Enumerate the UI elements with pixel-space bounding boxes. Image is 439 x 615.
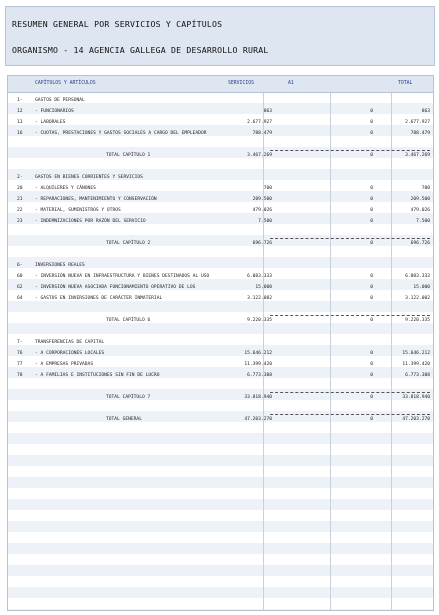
row-description: - LABORALES <box>35 120 66 125</box>
total-separator <box>270 414 430 415</box>
row-description: - A CORPORACIONES LOCALES <box>35 351 105 356</box>
row-code: 76 <box>17 351 23 356</box>
table-row <box>8 216 433 227</box>
header-total: TOTAL <box>398 81 413 86</box>
row-code: 2- <box>17 175 23 180</box>
row-zero-value: 0 <box>370 219 373 224</box>
row-a1-value: 15.646.212 <box>244 351 272 356</box>
row-code: 1- <box>17 98 23 103</box>
report-header <box>5 6 435 66</box>
row-code: 6- <box>17 263 23 268</box>
row-total-value: 15.000 <box>413 285 430 290</box>
row-zero-value: 0 <box>370 153 373 158</box>
summary-table <box>7 75 434 611</box>
row-code: 62 <box>17 285 23 290</box>
row-zero-value: 0 <box>370 131 373 136</box>
row-description: TOTAL CAPÍTULO 6 <box>106 318 151 323</box>
total-row <box>8 315 433 326</box>
row-zero-value: 0 <box>370 197 373 202</box>
row-total-value: 700 <box>421 186 430 191</box>
row-total-value: 6.083.333 <box>405 274 430 279</box>
row-a1-value: 7.500 <box>258 219 272 224</box>
table-row <box>8 194 433 205</box>
table-row <box>8 183 433 194</box>
table-row <box>8 359 433 370</box>
row-description: - INDEMNIZACIONES POR RAZÓN DEL SERVICIO <box>35 219 146 224</box>
organism-title: ORGANISMO - 14 AGENCIA GALLEGA DE DESARROLLO RURAL <box>12 45 269 55</box>
row-a1-value: 9.220.335 <box>247 318 272 323</box>
row-zero-value: 0 <box>370 373 373 378</box>
header-services: SERVICIOS <box>228 81 254 86</box>
row-code: 21 <box>17 197 23 202</box>
row-code: 23 <box>17 219 23 224</box>
table-row <box>8 304 433 315</box>
row-description: - CUOTAS, PRESTACIONES Y GASTOS SOCIALES A CARGO DEL EMPLEADOR <box>35 131 207 136</box>
table-row <box>8 403 433 414</box>
row-total-value: 788.479 <box>410 131 430 136</box>
row-description: TOTAL CAPÍTULO 1 <box>106 153 151 158</box>
total-separator <box>270 238 430 239</box>
table-row <box>8 117 433 128</box>
table-row <box>8 128 433 139</box>
row-zero-value: 0 <box>370 296 373 301</box>
header-chapters: CAPÍTULOS Y ARTÍCULOS <box>35 81 96 86</box>
row-description: TOTAL GENERAL <box>106 417 142 422</box>
table-header <box>8 76 433 93</box>
row-zero-value: 0 <box>370 186 373 191</box>
total-separator <box>270 392 430 393</box>
row-zero-value: 0 <box>370 362 373 367</box>
row-a1-value: 6.773.308 <box>247 373 272 378</box>
header-a1: A1 <box>288 81 294 86</box>
table-row <box>8 271 433 282</box>
row-a1-value: 3.467.269 <box>247 153 272 158</box>
row-zero-value: 0 <box>370 241 373 246</box>
row-zero-value: 0 <box>370 417 373 422</box>
total-separator <box>270 150 430 151</box>
row-a1-value: 3.122.002 <box>247 296 272 301</box>
table-row <box>8 172 433 183</box>
row-zero-value: 0 <box>370 109 373 114</box>
table-row <box>8 348 433 359</box>
row-description: - MATERIAL, SUMINISTROS Y OTROS <box>35 208 121 213</box>
table-row <box>8 282 433 293</box>
total-row <box>8 392 433 403</box>
row-total-value: 47.203.270 <box>402 417 430 422</box>
row-description: - INVERSIÓN NUEVA EN INFRAESTRUCTURA Y BIENES DESTINADOS AL USO <box>35 274 210 279</box>
row-total-value: 696.726 <box>410 241 430 246</box>
row-total-value: 9.220.335 <box>405 318 430 323</box>
row-description: TRANSFERENCIAS DE CAPITAL <box>35 340 105 345</box>
row-code: 13 <box>17 120 23 125</box>
row-code: 20 <box>17 186 23 191</box>
row-a1-value: 2.677.927 <box>247 120 272 125</box>
row-code: 77 <box>17 362 23 367</box>
row-description: GASTOS DE PERSONAL <box>35 98 85 103</box>
row-code: 7- <box>17 340 23 345</box>
row-code: 12 <box>17 109 23 114</box>
row-total-value: 3.467.269 <box>405 153 430 158</box>
row-description: INVERSIONES REALES <box>35 263 85 268</box>
table-row <box>8 370 433 381</box>
row-zero-value: 0 <box>370 285 373 290</box>
row-total-value: 479.026 <box>410 208 430 213</box>
table-row <box>8 326 433 337</box>
row-zero-value: 0 <box>370 395 373 400</box>
row-description: - GASTOS EN INVERSIONES DE CARÁCTER INMATERIAL <box>35 296 163 301</box>
row-a1-value: 863 <box>263 109 272 114</box>
row-description: - ALQUILERES Y CÁNONES <box>35 186 96 191</box>
row-total-value: 2.677.927 <box>405 120 430 125</box>
row-description: GASTOS EN BIENES CORRIENTES Y SERVICIOS <box>35 175 143 180</box>
row-description: - INVERSIÓN NUEVA ASOCIADA FUNCIONAMIENTO OPERATIVO DE LOS <box>35 285 196 290</box>
row-zero-value: 0 <box>370 274 373 279</box>
table-row <box>8 227 433 238</box>
row-zero-value: 0 <box>370 120 373 125</box>
row-description: - REPARACIONES, MANTENIMIENTO Y CONSERVACIÓN <box>35 197 157 202</box>
row-total-value: 6.773.308 <box>405 373 430 378</box>
row-a1-value: 700 <box>263 186 272 191</box>
row-total-value: 209.500 <box>410 197 430 202</box>
row-code: 16 <box>17 131 23 136</box>
table-row <box>8 260 433 271</box>
total-row <box>8 150 433 161</box>
row-total-value: 3.122.002 <box>405 296 430 301</box>
table-row <box>8 106 433 117</box>
row-total-value: 33.818.940 <box>402 395 430 400</box>
row-a1-value: 47.203.270 <box>244 417 272 422</box>
row-a1-value: 6.083.333 <box>247 274 272 279</box>
row-total-value: 15.646.212 <box>402 351 430 356</box>
row-total-value: 863 <box>421 109 430 114</box>
row-total-value: 7.500 <box>416 219 430 224</box>
table-row <box>8 381 433 392</box>
row-description: TOTAL CAPÍTULO 2 <box>106 241 151 246</box>
row-code: 60 <box>17 274 23 279</box>
row-description: - FUNCIONARIOS <box>35 109 74 114</box>
table-row <box>8 249 433 260</box>
report-title: RESUMEN GENERAL POR SERVICIOS Y CAPÍTULOS <box>12 19 223 29</box>
row-a1-value: 479.026 <box>252 208 272 213</box>
row-description: TOTAL CAPÍTULO 7 <box>106 395 151 400</box>
row-a1-value: 788.479 <box>252 131 272 136</box>
row-zero-value: 0 <box>370 208 373 213</box>
total-separator <box>270 315 430 316</box>
row-a1-value: 11.399.420 <box>244 362 272 367</box>
table-row <box>8 205 433 216</box>
row-a1-value: 33.818.940 <box>244 395 272 400</box>
row-zero-value: 0 <box>370 351 373 356</box>
row-a1-value: 209.500 <box>252 197 272 202</box>
table-row <box>8 293 433 304</box>
total-row <box>8 414 433 425</box>
total-row <box>8 238 433 249</box>
table-row <box>8 139 433 150</box>
row-a1-value: 15.000 <box>255 285 272 290</box>
table-row <box>8 95 433 106</box>
row-total-value: 11.399.420 <box>402 362 430 367</box>
row-code: 64 <box>17 296 23 301</box>
table-row <box>8 161 433 172</box>
row-a1-value: 696.726 <box>252 241 272 246</box>
table-row <box>8 337 433 348</box>
row-code: 22 <box>17 208 23 213</box>
row-zero-value: 0 <box>370 318 373 323</box>
row-code: 78 <box>17 373 23 378</box>
row-description: - A FAMILIAS E INSTITUCIONES SIN FIN DE LUCRO <box>35 373 160 378</box>
row-description: - A EMPRESAS PRIVADAS <box>35 362 94 367</box>
